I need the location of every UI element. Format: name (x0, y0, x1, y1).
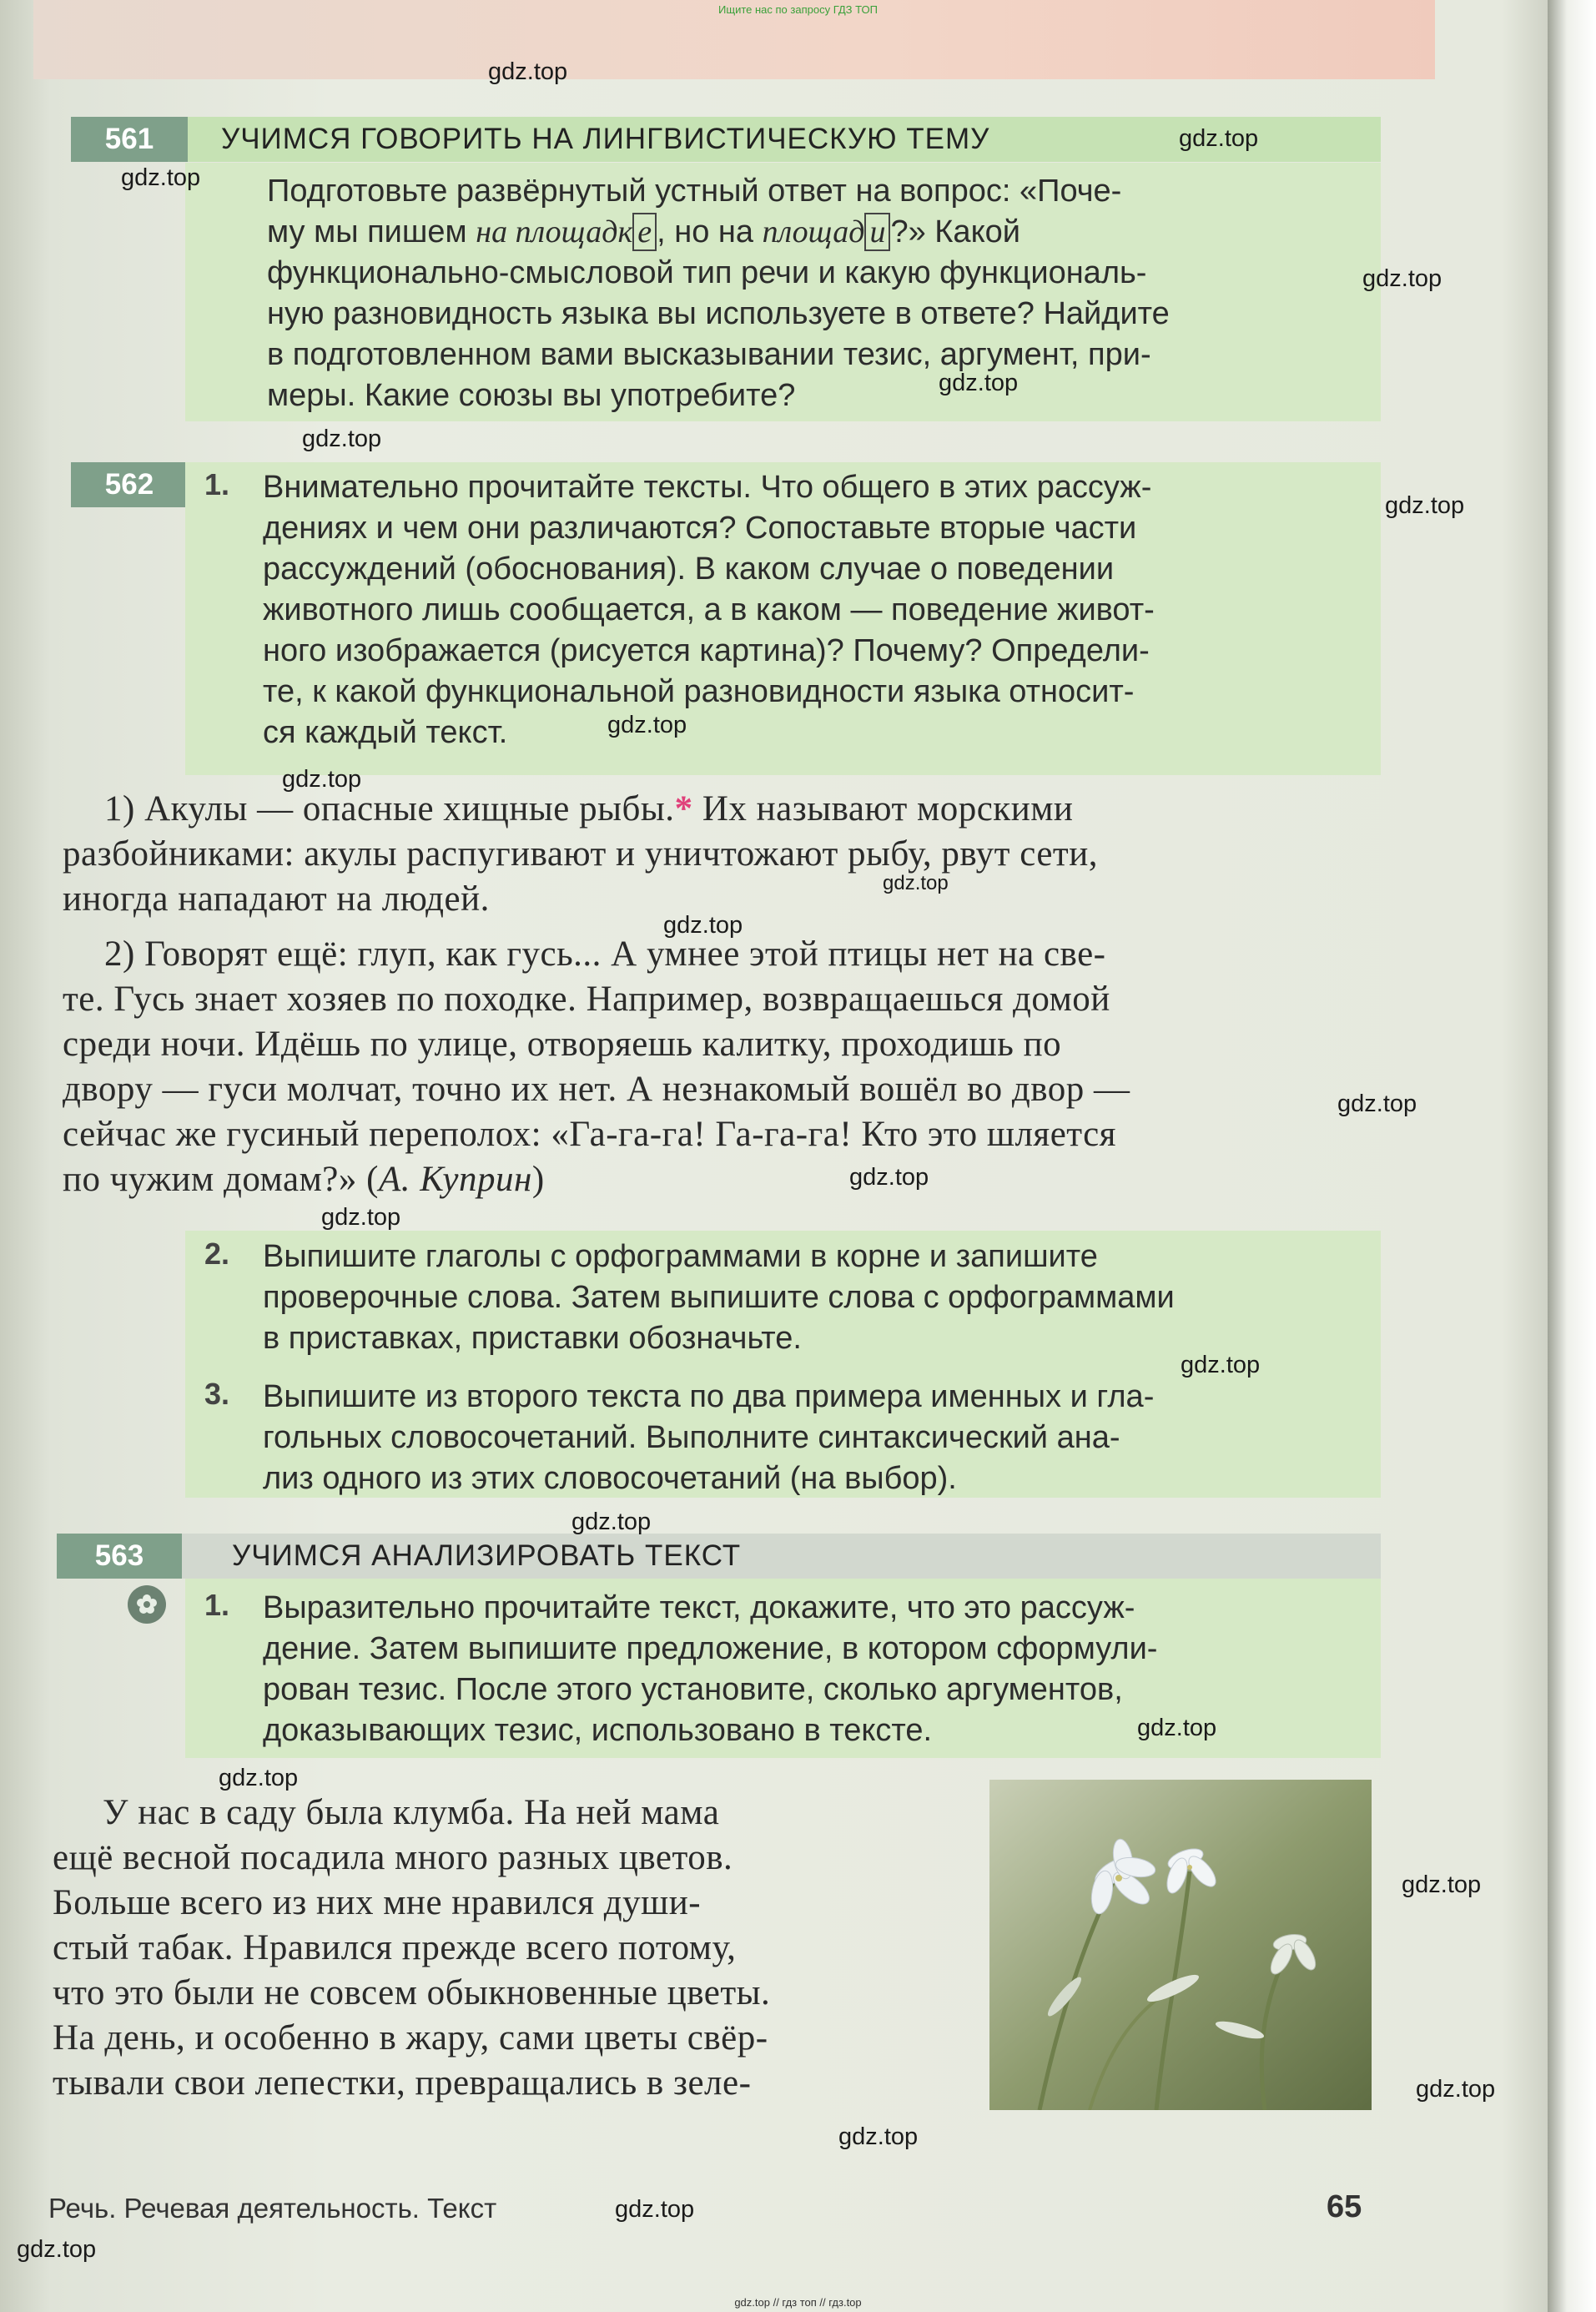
task-line: Внимательно прочитайте тексты. Что общего в этих рассуж- (263, 470, 1152, 505)
text-line: разбойниками: акулы распугивают и уничтожают рыбу, рвут сети, (63, 834, 1098, 874)
task-line: лиз одного из этих словосочетаний (на выбор). (263, 1461, 957, 1496)
task-line: рован тезис. После этого установите, сколько аргументов, (263, 1672, 1123, 1707)
exercise-number: 561 (71, 117, 188, 162)
text-2 (63, 932, 1381, 1202)
task-line: в подготовленном вами высказывании тезис, аргумент, при- (267, 337, 1151, 372)
watermark: gdz.top (663, 912, 743, 939)
watermark: gdz.top (321, 1204, 401, 1231)
task-line: ного изображается (рисуется картина)? Почему? Определи- (263, 633, 1150, 668)
task-line: Выпишите из второго текста по два примера именных и гла- (263, 1379, 1155, 1414)
exercise-562-task3 (263, 1377, 1381, 1499)
text-line: среди ночи. Идёшь по улице, отворяешь калитку, проходишь по (63, 1025, 1062, 1064)
task-line: дениях и чем они различаются? Сопоставьте вторые части (263, 511, 1137, 546)
watermark: gdz.top (571, 1509, 652, 1535)
exercise-number: 563 (57, 1534, 182, 1579)
watermark: gdz.top (1362, 265, 1442, 292)
page-number: 65 (1327, 2189, 1362, 2224)
flower-icon (128, 1585, 166, 1624)
bottom-watermark-note[interactable]: gdz.top // гдз топ // гдз.top (734, 2296, 862, 2309)
text-fragment: Их называют морскими (692, 789, 1074, 829)
text-line: На день, и особенно в жару, сами цветы свёр- (53, 2018, 768, 2058)
watermark: gdz.top (1385, 492, 1465, 519)
text-fragment: 1) Акулы — опасные хищные рыбы. (104, 789, 675, 829)
watermark: gdz.top (17, 2236, 97, 2263)
task-line: меры. Какие союзы вы употребите? (267, 378, 796, 413)
exercise-562-task2 (263, 1237, 1381, 1359)
task-line: проверочные слова. Затем выпишите слова с орфограммами (263, 1280, 1175, 1315)
task-number: 1. (204, 467, 230, 501)
boxed-letter: и (864, 213, 890, 251)
watermark: gdz.top (607, 712, 687, 738)
text-line: двору — гуси молчат, точно их нет. А незнакомый вошёл во двор — (63, 1070, 1130, 1109)
watermark: gdz.top (838, 2123, 919, 2150)
text-line: иногда нападают на людей. (63, 879, 490, 919)
exercise-number: 562 (71, 462, 188, 507)
book-spine (1548, 0, 1596, 2312)
watermark: gdz.top (488, 58, 568, 85)
task-line: гольных словосочетаний. Выполните синтаксический ана- (263, 1420, 1120, 1455)
watermark: gdz.top (615, 2196, 695, 2223)
task-line: ся каждый текст. (263, 715, 508, 750)
task-line: те, к какой функциональной разновидности языка относит- (263, 674, 1135, 709)
exercise-title: УЧИМСЯ АНАЛИЗИРОВАТЬ ТЕКСТ (232, 1539, 742, 1572)
task-line: дение. Затем выпишите предложение, в котором сформули- (263, 1631, 1158, 1666)
watermark: gdz.top (121, 164, 201, 191)
watermark: gdz.top (1181, 1352, 1261, 1378)
text-fragment: ) (531, 1160, 545, 1199)
watermark: gdz.top (1179, 125, 1259, 152)
task-number: 2. (204, 1237, 230, 1271)
task-text: му мы пишем (267, 214, 476, 249)
task-line: Выразительно прочитайте текст, докажите, что это рассуж- (263, 1590, 1135, 1625)
task-line: в приставках, приставки обозначьте. (263, 1321, 802, 1356)
task-line: ную разновидность языка вы используете в ответе? Найдите (267, 296, 1170, 331)
task-number: 1. (204, 1588, 230, 1622)
exercise-561-task (267, 171, 1377, 416)
text-line: 2) Говорят ещё: глуп, как гусь... А умнее этой птицы нет на све- (104, 934, 1106, 974)
watermark: gdz.top (1337, 1091, 1417, 1117)
task-line: Выпишите глаголы с орфограммами в корне и запишите (263, 1239, 1098, 1274)
example-word: площад (762, 214, 865, 249)
watermark: gdz.top (282, 766, 362, 793)
watermark: gdz.top (1402, 1871, 1482, 1898)
text-fragment: по чужим домам?» ( (63, 1160, 379, 1199)
watermark: gdz.top (1137, 1715, 1217, 1741)
task-line (267, 212, 1377, 253)
footer-section-title: Речь. Речевая деятельность. Текст (48, 2193, 497, 2224)
text-line: что это были не совсем обыкновенные цветы. (53, 1973, 771, 2012)
watermark: gdz.top (302, 426, 382, 452)
text-line: те. Гусь знает хозяев по походке. Например, возвращаешься домой (63, 980, 1110, 1019)
task-line: рассуждений (обоснования). В каком случае о поведении (263, 552, 1115, 587)
text-line: тывали свои лепестки, превращались в зеле- (53, 2063, 752, 2103)
exercise-562-task1 (263, 467, 1381, 753)
task-number: 3. (204, 1377, 230, 1411)
star-mark: * (674, 789, 693, 829)
boxed-letter: е (632, 213, 657, 251)
task-line: доказывающих тезис, использовано в тексте. (263, 1713, 933, 1748)
exercise-562-header (71, 462, 188, 507)
author-name: А. Куприн (378, 1160, 532, 1199)
exercise-title: УЧИМСЯ ГОВОРИТЬ НА ЛИНГВИСТИЧЕСКУЮ ТЕМУ (221, 123, 990, 155)
text-line: ещё весной посадила много разных цветов. (53, 1838, 733, 1877)
watermark: gdz.top (1416, 2076, 1496, 2103)
watermark: gdz.top (219, 1765, 299, 1791)
task-text: , но на (657, 214, 763, 249)
essay-text (53, 1791, 954, 2106)
task-line: животного лишь сообщается, а в каком — поведение живот- (263, 592, 1155, 627)
text-line: сейчас же гусиный переполох: «Га-га-га! Га-га-га! Кто это шляется (63, 1115, 1116, 1154)
watermark: gdz.top (849, 1164, 929, 1191)
text-1 (63, 787, 1381, 922)
task-line: Подготовьте развёрнутый устный ответ на вопрос: «Поче- (267, 174, 1122, 209)
text-line: стый табак. Нравился прежде всего потому, (53, 1928, 737, 1967)
exercise-563-header (57, 1534, 1381, 1579)
text-line: У нас в саду была клумба. На ней мама (103, 1793, 720, 1832)
example-word: на площадк (476, 214, 633, 249)
text-line (63, 1157, 1381, 1202)
watermark: gdz.top (883, 872, 949, 894)
watermark: gdz.top (939, 370, 1019, 396)
text-line: Больше всего из них мне нравился души- (53, 1883, 702, 1922)
text-line (63, 787, 1381, 832)
top-search-note[interactable]: Ищите нас по запросу ГДЗ ТОП (718, 3, 878, 16)
task-line: функционально-смысловой тип речи и какую функциональ- (267, 255, 1147, 290)
tobacco-flower-photo (989, 1780, 1372, 2110)
task-text: ?» Какой (890, 214, 1020, 249)
